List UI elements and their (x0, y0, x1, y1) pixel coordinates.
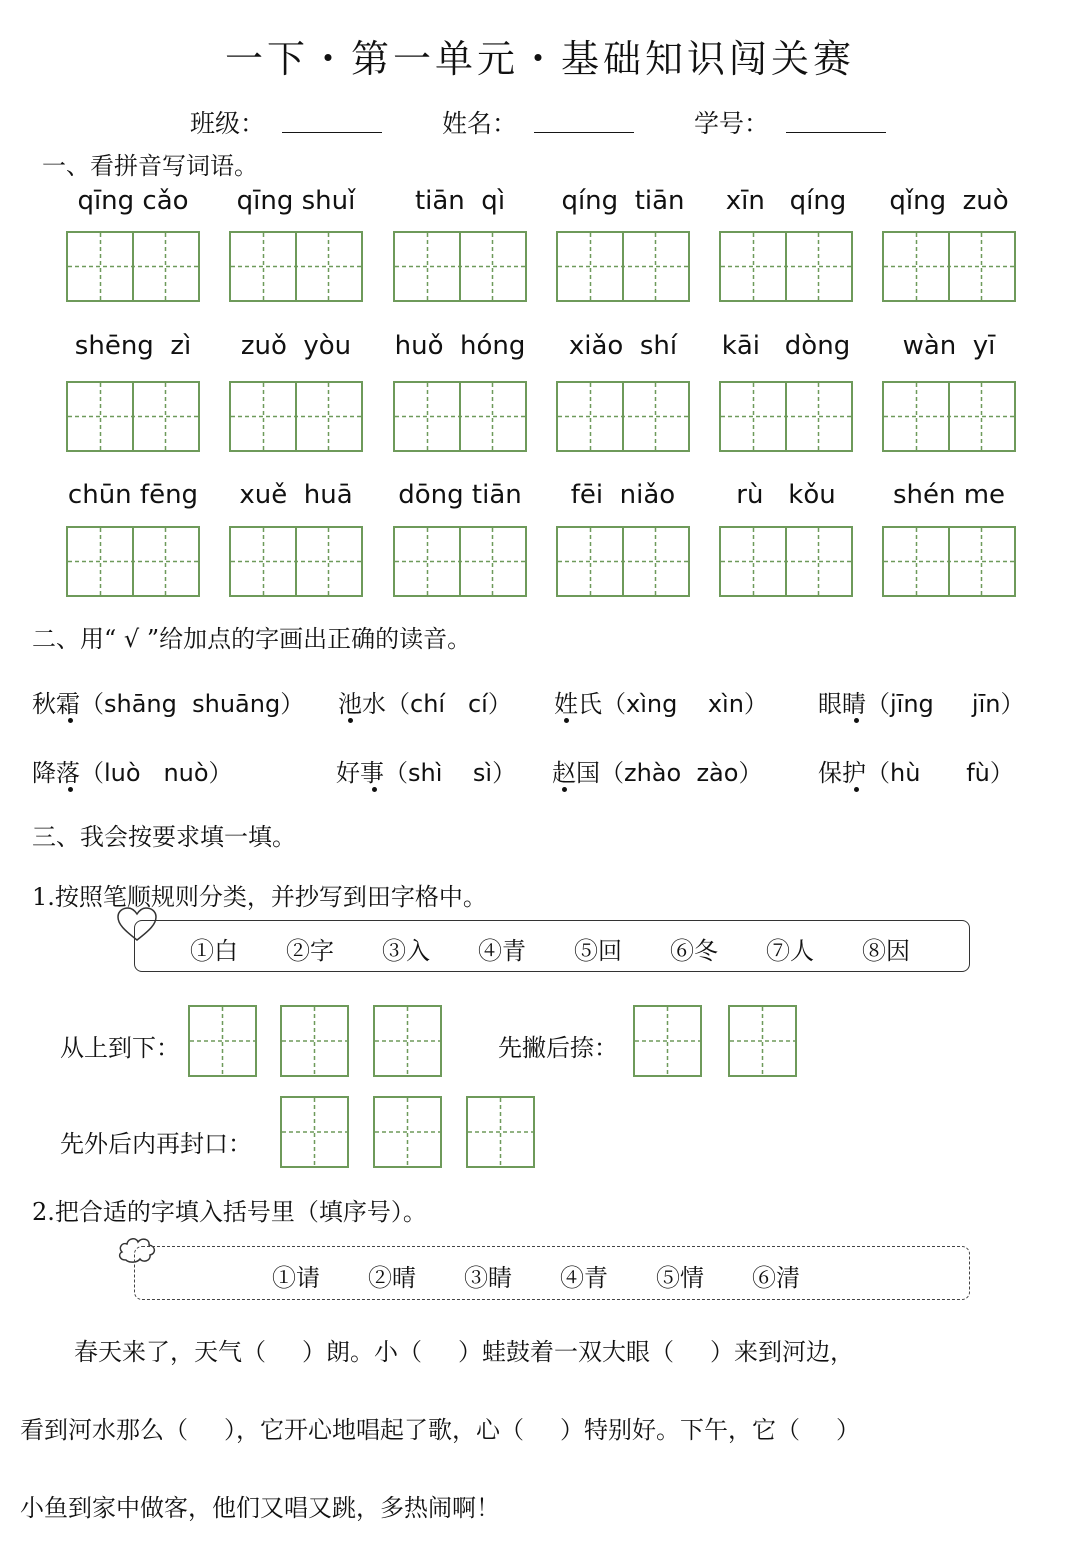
emphasis-dot (348, 718, 353, 723)
pinyin-label: huǒ hóng (394, 331, 526, 361)
writing-grid[interactable] (556, 526, 690, 597)
stroke-option: ⑧因 (862, 937, 910, 965)
writing-grid[interactable] (229, 526, 363, 597)
pinyin-label: fēi niǎo (570, 480, 676, 510)
stroke-options-box (134, 920, 970, 972)
pronunciation-item (338, 684, 512, 719)
emphasis-dot (68, 787, 73, 792)
section3-heading: 三、我会按要求填一填。 (32, 823, 296, 851)
pinyin-label: xiǎo shí (568, 331, 678, 361)
pinyin-label: kāi dòng (721, 331, 851, 361)
emphasis-dot (854, 787, 859, 792)
passage-line-1[interactable]: 春天来了，天气（ ）朗。小（ ）蛙鼓着一双大眼（ ）来到河边， (74, 1340, 854, 1366)
section1-heading: 一、看拼音写词语。 (42, 152, 258, 180)
pronunciation-item (552, 753, 762, 788)
pinyin-label: qīng shuǐ (236, 186, 356, 216)
emphasis-dot (562, 787, 567, 792)
writing-grid[interactable] (719, 231, 853, 302)
word: 降落 (32, 759, 80, 787)
passage-line-3: 小鱼到家中做客，他们又唱又跳，多热闹啊！ (20, 1496, 500, 1522)
pinyin-options[interactable]: （hù fù） (866, 759, 1014, 787)
q1-prompt: 1.按照笔顺规则分类，并抄写到田字格中。 (32, 883, 487, 911)
pinyin-label: wàn yī (902, 331, 996, 361)
pinyin-options[interactable]: （xìng xìn） (602, 690, 768, 718)
tianzige-grid[interactable] (188, 1005, 257, 1077)
class-blank[interactable]: ________ (282, 104, 382, 133)
stroke-option: ③入 (382, 937, 430, 965)
char-option: ②晴 (368, 1264, 416, 1292)
writing-grid[interactable] (229, 381, 363, 452)
pinyin-label: qíng tiān (561, 186, 685, 216)
pinyin-label: xīn qíng (725, 186, 847, 216)
name-label: 姓名： (442, 109, 518, 138)
writing-grid[interactable] (556, 381, 690, 452)
char-option: ④青 (560, 1264, 608, 1292)
pinyin-label: tiān qì (414, 186, 506, 216)
emphasis-dot (68, 718, 73, 723)
pronunciation-item (32, 753, 233, 788)
category-pie-before-na: 先撇后捺： (498, 1034, 618, 1062)
pinyin-label: rù kǒu (736, 480, 836, 510)
q2-prompt: 2.把合适的字填入括号里（填序号）。 (32, 1198, 427, 1226)
word: 好事 (336, 759, 384, 787)
char-option: ①请 (272, 1264, 320, 1292)
pronunciation-item (554, 684, 768, 719)
char-option: ⑥清 (752, 1264, 800, 1292)
word: 秋霜 (32, 690, 80, 718)
pronunciation-item (336, 753, 516, 788)
tianzige-grid[interactable] (466, 1096, 535, 1168)
pronunciation-item (818, 753, 1014, 788)
writing-grid[interactable] (882, 526, 1016, 597)
tianzige-grid[interactable] (728, 1005, 797, 1077)
emphasis-dot (564, 718, 569, 723)
emphasis-dot (372, 787, 377, 792)
word: 眼睛 (818, 690, 866, 718)
pinyin-options[interactable]: （shì sì） (384, 759, 517, 787)
pronunciation-item (818, 684, 1024, 719)
section2-heading: 二、用“ √ ”给加点的字画出正确的读音。 (32, 625, 472, 653)
tianzige-grid[interactable] (373, 1005, 442, 1077)
pronunciation-item (32, 684, 304, 719)
category-top-to-bottom: 从上到下： (60, 1034, 180, 1062)
pinyin-options[interactable]: （shāng shuāng） (80, 690, 305, 718)
char-option: ③睛 (464, 1264, 512, 1292)
writing-grid[interactable] (393, 526, 527, 597)
writing-grid[interactable] (393, 381, 527, 452)
pinyin-options[interactable]: （chí cí） (386, 690, 512, 718)
page-title: 一下・第一单元・基础知识闯关赛 (224, 37, 855, 81)
pinyin-label: dōng tiān (398, 480, 522, 510)
pinyin-options[interactable]: （zhào zào） (600, 759, 763, 787)
word: 赵国 (552, 759, 600, 787)
class-label: 班级： (190, 109, 266, 138)
writing-grid[interactable] (393, 231, 527, 302)
writing-grid[interactable] (719, 526, 853, 597)
pinyin-label: chūn fēng (67, 480, 199, 510)
pinyin-label: qīng cǎo (77, 186, 189, 216)
char-option: ⑤情 (656, 1264, 704, 1292)
stroke-option: ②字 (286, 937, 334, 965)
id-label: 学号： (694, 109, 770, 138)
writing-grid[interactable] (66, 381, 200, 452)
pinyin-options[interactable]: （jīng jīn） (866, 690, 1025, 718)
pinyin-label: shēng zì (74, 331, 192, 361)
emphasis-dot (854, 718, 859, 723)
writing-grid[interactable] (882, 231, 1016, 302)
writing-grid[interactable] (229, 231, 363, 302)
pinyin-label: zuǒ yòu (240, 331, 352, 361)
writing-grid[interactable] (882, 381, 1016, 452)
stroke-option: ④青 (478, 937, 526, 965)
stroke-option: ⑥冬 (670, 937, 718, 965)
tianzige-grid[interactable] (280, 1096, 349, 1168)
word: 池水 (338, 690, 386, 718)
tianzige-grid[interactable] (280, 1005, 349, 1077)
stroke-option: ⑦人 (766, 937, 814, 965)
writing-grid[interactable] (719, 381, 853, 452)
pinyin-label: qǐng zuò (889, 186, 1009, 216)
tianzige-grid[interactable] (373, 1096, 442, 1168)
id-blank[interactable]: ________ (786, 104, 886, 133)
pinyin-label: shén me (892, 480, 1006, 510)
name-blank[interactable]: ________ (534, 104, 634, 133)
pinyin-label: xuě huā (239, 480, 353, 510)
writing-grid[interactable] (66, 526, 200, 597)
pinyin-options[interactable]: （luò nuò） (80, 759, 233, 787)
writing-grid[interactable] (556, 231, 690, 302)
char-options-box (134, 1246, 970, 1300)
passage-line-2[interactable]: 看到河水那么（ ），它开心地唱起了歌，心（ ）特别好。下午，它（ ） (20, 1418, 860, 1444)
stroke-option: ①白 (190, 937, 238, 965)
category-outside-inside-close: 先外后内再封口： (60, 1130, 252, 1158)
word: 保护 (818, 759, 866, 787)
word: 姓氏 (554, 690, 602, 718)
stroke-option: ⑤回 (574, 937, 622, 965)
writing-grid[interactable] (66, 231, 200, 302)
tianzige-grid[interactable] (633, 1005, 702, 1077)
